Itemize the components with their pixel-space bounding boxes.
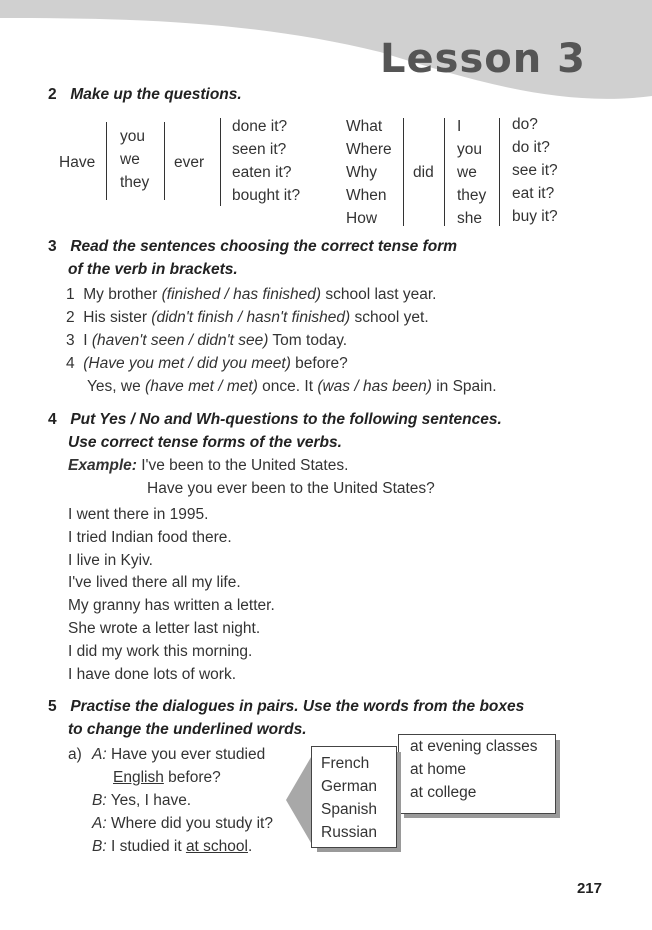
task-3-heading-line2: of the verb in brackets. xyxy=(68,261,238,278)
lesson-title: Lesson 3 xyxy=(380,36,586,82)
list-item: I went there in 1995. xyxy=(68,506,209,523)
task-5-heading-line2: to change the underlined words. xyxy=(68,721,307,738)
page-number: 217 xyxy=(576,880,602,897)
places-box: at evening classes at home at college xyxy=(398,734,556,814)
example: Example: I've been to the United States. xyxy=(68,457,349,474)
example-question: Have you ever been to the United States? xyxy=(147,480,435,497)
list-item: 4 (Have you met / did you meet) before? xyxy=(66,355,348,372)
list-item: I have done lots of work. xyxy=(68,666,237,683)
list-item: I've lived there all my life. xyxy=(68,574,241,591)
list-item: I tried Indian food there. xyxy=(68,529,232,546)
list-item: I live in Kyiv. xyxy=(68,552,153,569)
task-4-heading-line2: Use correct tense forms of the verbs. xyxy=(68,434,342,451)
list-item: 3 I (haven't seen / didn't see) Tom today. xyxy=(66,332,348,349)
task-2-heading: 2 Make up the questions. xyxy=(48,86,242,103)
list-item: 1 My brother (finished / has finished) school last year. xyxy=(66,286,437,303)
table-cell-have: Have xyxy=(59,154,96,171)
languages-box: French German Spanish Russian xyxy=(311,746,397,848)
list-item: 2 His sister (didn't finish / hasn't finished) school yet. xyxy=(66,309,429,326)
list-item-answer: Yes, we (have met / met) once. It (was / has been) in Spain. xyxy=(87,378,497,395)
task-5-heading: 5 Practise the dialogues in pairs. Use the words from the boxes xyxy=(48,698,525,715)
list-item: My granny has written a letter. xyxy=(68,597,275,614)
task-4-heading: 4 Put Yes / No and Wh-questions to the following sentences. xyxy=(48,411,502,428)
task-3-heading: 3 Read the sentences choosing the correct tense form xyxy=(48,238,458,255)
list-item: I did my work this morning. xyxy=(68,643,253,660)
list-item: She wrote a letter last night. xyxy=(68,620,261,637)
